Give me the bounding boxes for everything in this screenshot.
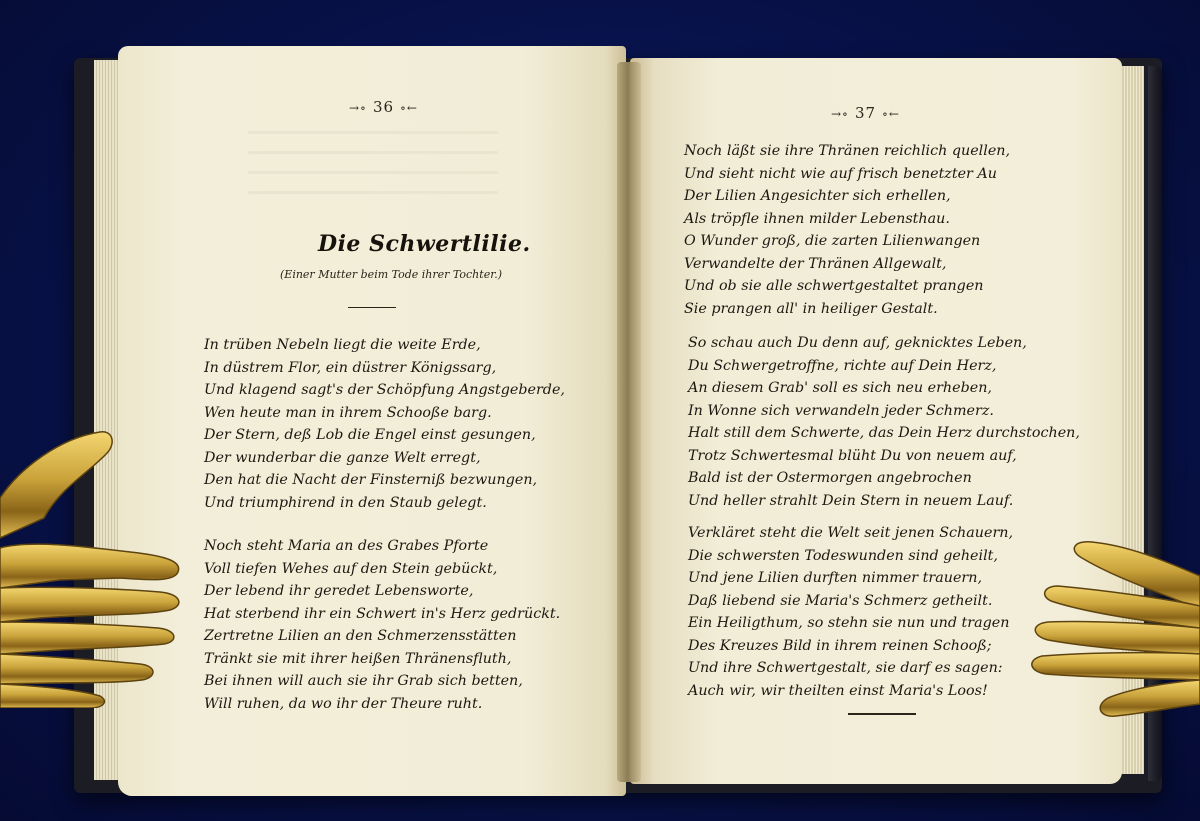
- bleed-through-text: [248, 131, 498, 211]
- verse-line: Daß liebend sie Maria's Schmerz getheilt.: [688, 592, 993, 609]
- verse-line: Auch wir, wir theilten einst Maria's Loos!: [688, 682, 988, 699]
- verse-line: Der lebend ihr geredet Lebensworte,: [204, 583, 474, 599]
- brass-hand-right-icon: [1022, 536, 1200, 721]
- verse-line: Du Schwergetroffne, richte auf Dein Herz,: [688, 357, 997, 374]
- poem-title: Die Schwertlilie.: [318, 231, 531, 257]
- verse-line: Als tröpfle ihnen milder Lebensthau.: [684, 210, 950, 227]
- book-gutter: [617, 62, 641, 782]
- stanza-right-3: [688, 522, 1013, 702]
- brass-hand-left-icon: [0, 428, 190, 708]
- verse-line: Und jene Lilien durften nimmer trauern,: [688, 570, 983, 586]
- verse-line: Den hat die Nacht der Finsterniß bezwungen,: [204, 472, 538, 488]
- stanza-right-2: [688, 332, 1080, 512]
- verse-line: In düstrem Flor, ein düstrer Königssarg,: [204, 359, 497, 376]
- verse-line: Die schwersten Todeswunden sind geheilt,: [688, 547, 998, 564]
- verse-line: In trüben Nebeln liegt die weite Erde,: [204, 337, 481, 353]
- poem-subtitle: (Einer Mutter beim Tode ihrer Tochter.): [280, 268, 503, 281]
- verse-line: Und klagend sagt's der Schöpfung Angstgeberde,: [204, 382, 565, 398]
- verse-line: Wen heute man in ihrem Schooße barg.: [204, 404, 492, 421]
- verse-line: Der wunderbar die ganze Welt erregt,: [204, 449, 481, 466]
- verse-line: Der Stern, deß Lob die Engel einst gesungen,: [204, 427, 536, 443]
- end-divider: [848, 713, 916, 715]
- verse-line: Verwandelte der Thränen Allgewalt,: [684, 255, 947, 272]
- left-page: [118, 46, 626, 796]
- verse-line: Und ihre Schwertgestalt, sie darf es sagen:: [688, 660, 1003, 676]
- verse-line: Noch läßt sie ihre Thränen reichlich quellen,: [684, 143, 1011, 159]
- stanza-left-1: [204, 334, 565, 514]
- left-page-number: [343, 98, 424, 116]
- verse-line: Hat sterbend ihr ein Schwert in's Herz gedrückt.: [204, 605, 561, 622]
- verse-line: Halt still dem Schwerte, das Dein Herz durchstochen,: [688, 425, 1080, 441]
- verse-line: Und heller strahlt Dein Stern in neuem Lauf.: [688, 492, 1014, 509]
- right-page-number: [825, 104, 906, 122]
- stanza-left-2: [204, 535, 560, 715]
- verse-line: Der Lilien Angesichter sich erhellen,: [684, 188, 951, 204]
- verse-line: Trotz Schwertesmal blüht Du von neuem auf,: [688, 447, 1017, 464]
- verse-line: Voll tiefen Wehes auf den Stein gebückt,: [204, 560, 498, 577]
- stanza-right-1: [684, 140, 1010, 320]
- verse-line: Zertretne Lilien an den Schmerzensstätten: [204, 628, 517, 644]
- verse-line: Bald ist der Ostermorgen angebrochen: [688, 470, 972, 486]
- verse-line: Und ob sie alle schwertgestaltet prangen: [684, 278, 984, 294]
- verse-line: Bei ihnen will auch sie ihr Grab sich betten,: [204, 673, 523, 689]
- title-divider: [348, 307, 396, 308]
- verse-line: In Wonne sich verwandeln jeder Schmerz.: [688, 402, 994, 419]
- ornament-arrow-icon: →∘: [831, 107, 849, 121]
- verse-line: O Wunder groß, die zarten Lilienwangen: [684, 233, 981, 249]
- ornament-arrow-icon: ∘←: [400, 101, 418, 115]
- verse-line: Will ruhen, da wo ihr der Theure ruht.: [204, 695, 483, 712]
- verse-line: Des Kreuzes Bild in ihrem reinen Schooß;: [688, 637, 992, 654]
- verse-line: Verkläret steht die Welt seit jenen Schauern,: [688, 525, 1014, 541]
- verse-line: So schau auch Du denn auf, geknicktes Leben,: [688, 335, 1027, 351]
- verse-line: An diesem Grab' soll es sich neu erheben,: [688, 380, 992, 396]
- page-number-text: 36: [372, 98, 395, 116]
- verse-line: Und sieht nicht wie auf frisch benetzter Au: [684, 165, 997, 182]
- ornament-arrow-icon: ∘←: [882, 107, 900, 121]
- verse-line: Und triumphirend in den Staub gelegt.: [204, 494, 487, 511]
- ornament-arrow-icon: →∘: [349, 101, 367, 115]
- verse-line: Ein Heiligthum, so stehn sie nun und tragen: [688, 615, 1010, 631]
- verse-line: Tränkt sie mit ihrer heißen Thränensfluth,: [204, 650, 512, 667]
- verse-line: Noch steht Maria an des Grabes Pforte: [204, 538, 489, 554]
- verse-line: Sie prangen all' in heiliger Gestalt.: [684, 300, 938, 317]
- page-number-text: 37: [854, 104, 877, 122]
